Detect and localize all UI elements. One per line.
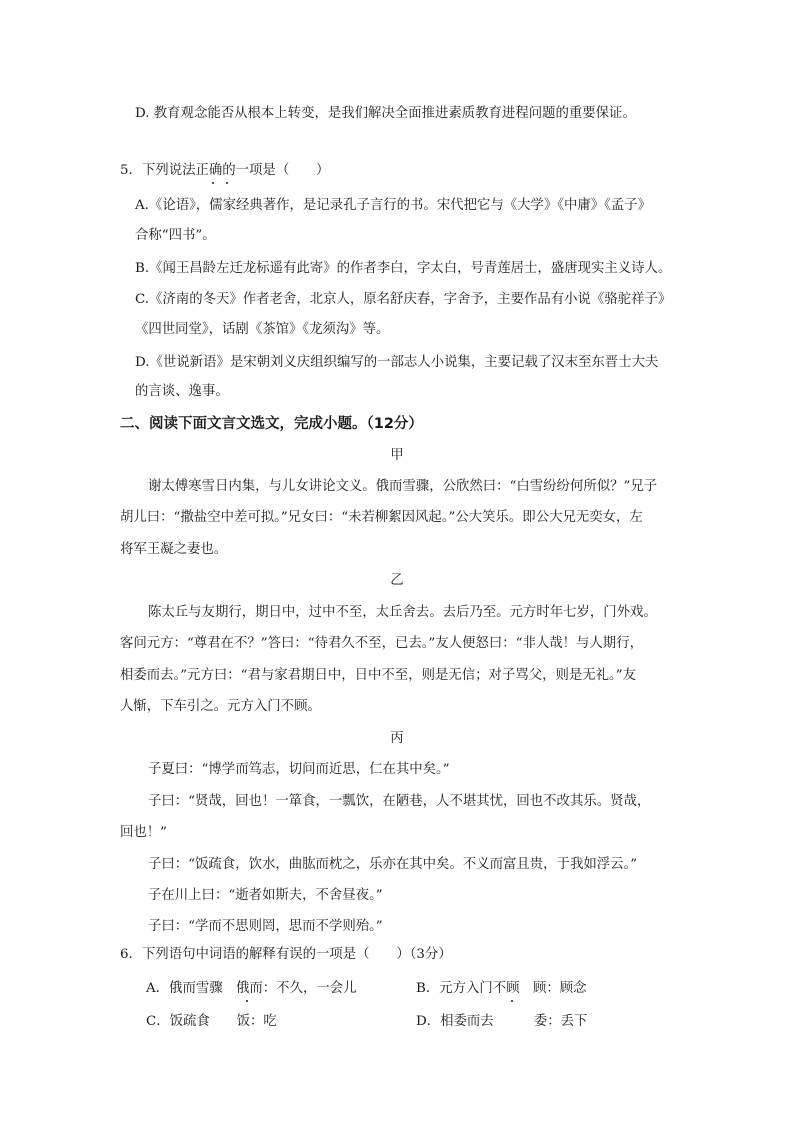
question-4-option-d: D. 教育观念能否从根本上转变，是我们解决全面推进素质教育进程问题的重要保证。	[135, 106, 636, 121]
passage-yi-line: 相委而去。”元方曰：“君与家君期日中，日中不至，则是无信；对子骂父，则是无礼。”友	[120, 668, 636, 683]
emphasis-dot	[511, 1000, 513, 1002]
passage-bing-line: 子夏曰：“博学而笃志，切问而近思，仁在其中矣。”	[148, 762, 450, 777]
question-5-option-c: C.《济南的冬天》作者老舍，北京人，原名舒庆春，字舍予，主要作品有小说《骆驼祥子》	[135, 292, 672, 307]
emphasis-dot	[246, 1000, 248, 1002]
passage-yi-line: 客问元方：“尊君在不？”答曰：“待君久不至，已去。”友人便怒曰：“非人哉！与人期行，	[120, 636, 643, 651]
question-5-option-a: A.《论语》，儒家经典著作，是记录孔子言行的书。宋代把它与《大学》《中庸》《孟子》	[135, 198, 652, 213]
question-6-option-d: D．相委而去 委：丢下	[416, 1014, 588, 1029]
passage-jia-title: 甲	[390, 448, 404, 463]
passage-yi-line: 人惭，下车引之。元方入门不顾。	[120, 699, 321, 714]
passage-bing-line: 子曰：“贤哉，回也！一箪食，一瓢饮，在陋巷，人不堪其忧，回也不改其乐。贤哉，	[148, 794, 651, 809]
section-2-heading: 二、阅读下面文言文选文，完成小题。（12分）	[120, 416, 423, 432]
passage-yi-line: 陈太丘与友期行，期日中，过中不至，太丘舍去。去后乃至。元方时年七岁，门外戏。	[148, 605, 657, 620]
question-6-stem: 6．下列语句中词语的解释有误的一项是（ ）（3分）	[120, 947, 452, 962]
passage-bing-line: 回也！”	[120, 825, 168, 840]
question-5-option-d-cont: 的言谈、逸事。	[135, 384, 229, 399]
emphasis-dot	[212, 182, 214, 184]
passage-jia-line: 胡儿曰：“撒盐空中差可拟。”兄女曰：“未若柳絮因风起。”公大笑乐。即公大兄无奕女，左	[120, 510, 643, 525]
passage-bing-title: 丙	[390, 731, 404, 746]
question-6-option-b: B．元方入门不顾 顾：顾念	[416, 981, 587, 996]
passage-yi-title: 乙	[390, 573, 404, 588]
question-6-option-a: A．俄而雪骤 俄而：不久，一会儿	[146, 981, 357, 996]
emphasis-dot	[226, 182, 228, 184]
question-5-stem: 5．下列说法正确的一项是（ ）	[120, 163, 330, 178]
question-6-option-c: C．饭疏食 饭：吃	[146, 1014, 277, 1029]
question-5-option-a-cont: 合称“四书”。	[135, 228, 216, 243]
passage-bing-line: 子在川上曰：“逝者如斯夫，不舍昼夜。”	[148, 888, 383, 903]
passage-jia-line: 谢太傅寒雪日内集，与儿女讲论文义。俄而雪骤，公欣然曰：“白雪纷纷何所似？”兄子	[148, 479, 658, 494]
passage-bing-line: 子曰：“学而不思则罔，思而不学则殆。”	[148, 919, 383, 934]
question-5-option-b: B.《闻王昌龄左迁龙标遥有此寄》的作者李白，字太白，号青莲居士，盛唐现实主义诗人。	[135, 261, 672, 276]
question-5-option-c-cont: 《四世同堂》，话剧《茶馆》《龙须沟》等。	[135, 322, 390, 337]
passage-jia-line: 将军王凝之妻也。	[120, 542, 228, 557]
passage-bing-line: 子曰：“饭疏食，饮水，曲肱而枕之，乐亦在其中矣。不义而富且贵，于我如浮云。”	[148, 857, 638, 872]
question-5-option-d: D.《世说新语》是宋朝刘义庆组织编写的一部志人小说集，主要记载了汉末至东晋士大夫	[135, 355, 659, 370]
